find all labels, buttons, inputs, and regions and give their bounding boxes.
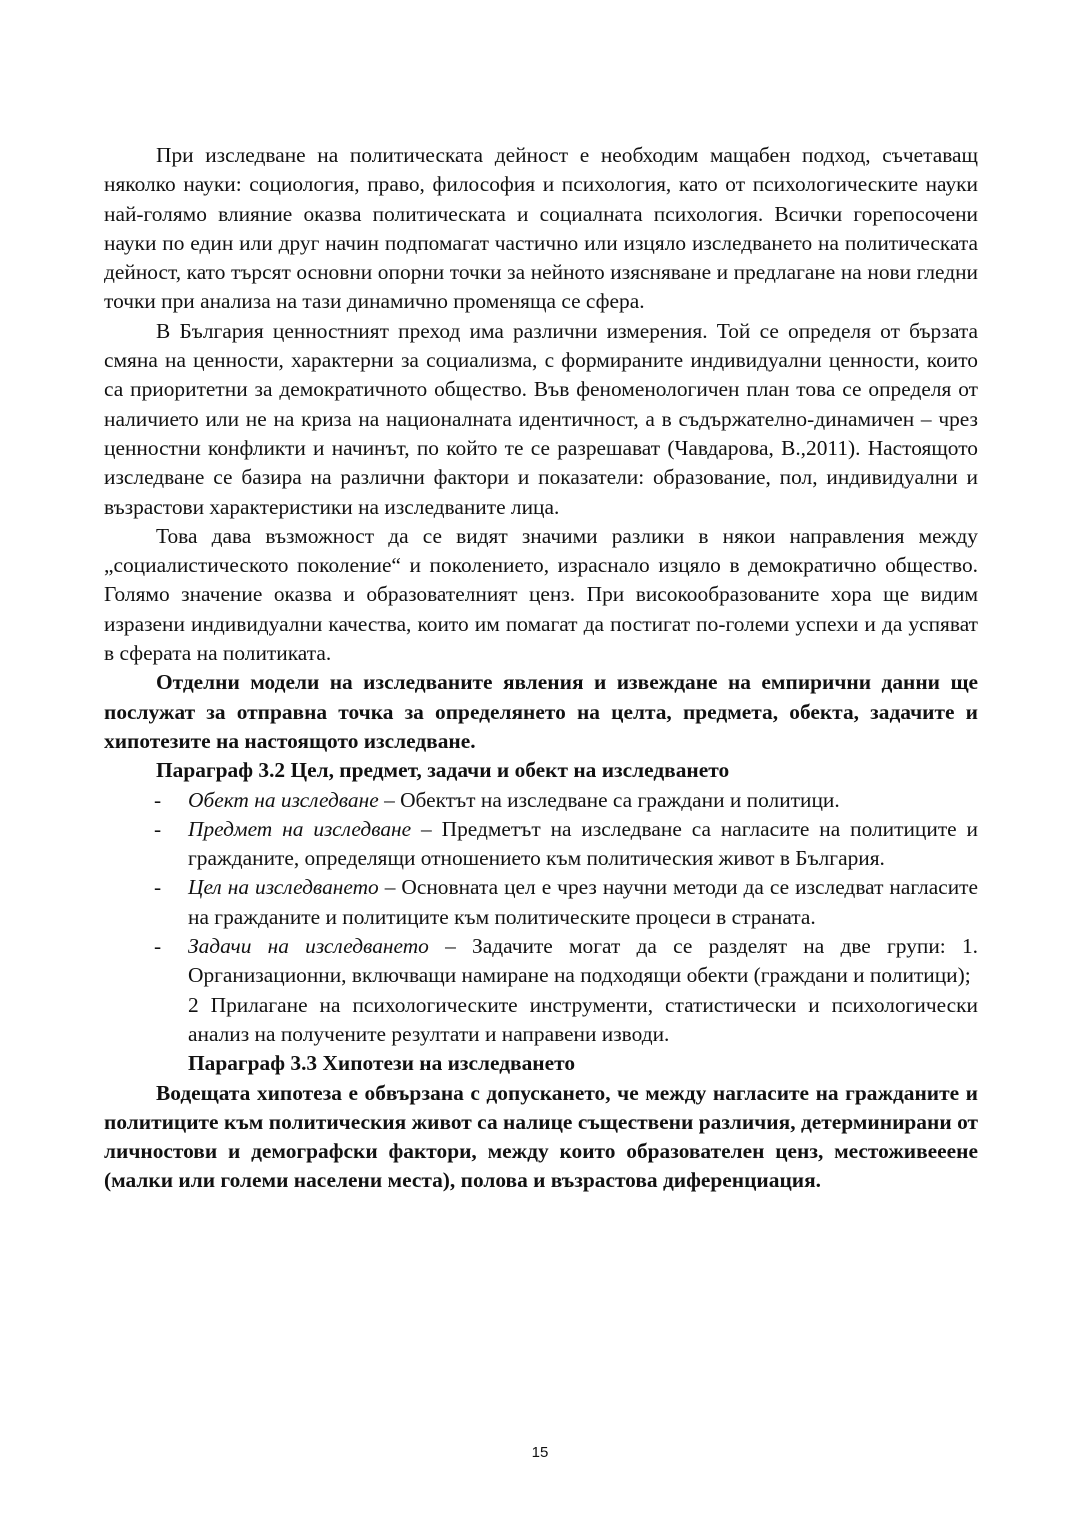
paragraph-models-bold: Отделни модели на изследваните явления и извеждане на емпирични данни ще послужат за отправна точка за определянето на целта, предмета, обекта, задачите и хипотезите на настоящото изследване. bbox=[104, 670, 978, 753]
paragraph-bulgaria-values: В България ценностният преход има различни измерения. Той се определя от бързата смяна на ценности, характерни за социализма, с формираните индивидуални ценности, които са приоритетни за демократичното общество. Във феноменологичен план това се определя от наличието или не на криза на националната идентичност, а в съдържателно-динамичен – чрез ценностни конфликти и начинът, по който те се разрешават (Чавдарова, В.,2011). Настоящото изследване се базира на различни фактори и показатели: образование, пол, индивидуални и възрастови характеристики на изследваните лица. bbox=[104, 318, 978, 519]
list-dash: - bbox=[154, 787, 162, 812]
list-text: – Обектът на изследване са граждани и политици. bbox=[378, 787, 840, 812]
paragraph-hypothesis-bold: Водещата хипотеза е обвързана с допускането, че между нагласите на гражданите и политиците към политическия живот са налице съществени различия, детерминирани от личностови и демографски фактори, между които образователен ценз, местоживееене (малки или големи населени места), полова и възрастова диференциация. bbox=[104, 1080, 978, 1193]
list-term: Цел на изследването bbox=[188, 875, 379, 900]
list-text: – Задачите могат да се разделят на две групи: 1. Организационни, включващи намиране на подходящи обекти (граждани и политици); bbox=[188, 934, 979, 988]
list-item-subject bbox=[104, 815, 978, 874]
list-dash: - bbox=[154, 875, 162, 900]
list-dash: - bbox=[154, 816, 162, 841]
list-term: Предмет на изследване bbox=[188, 816, 412, 841]
list-item-tasks bbox=[104, 932, 978, 991]
paragraph-intro: При изследване на политическата дейност е необходим мащабен подход, съчетаващ няколко науки: социология, право, философия и психология, като от психологическите науки най-голямо влияние оказва политическата и социалната психология. Всички горепосочени науки по един или друг начин подпомагат частично или изцяло изследването на политическата дейност, като търсят основни опорни точки за нейното изясняване и предлагане на нови гледни точки при анализа на тази динамично променяща се сфера. bbox=[104, 143, 978, 314]
list-item-goal bbox=[104, 873, 978, 932]
paragraph-differences: Това дава възможност да се видят значими разлики в някои направления между „социалистическото поколение“ и поколението, израснало изцяло в демократично общество. Голямо значение оказва и образователният ценз. При високообразованите хора ще видим изразени индивидуални качества, които им помагат да постигат по-големи успехи и да успяват в сферата на политиката. bbox=[104, 523, 978, 666]
tasks-continuation: 2 Прилагане на психологическите инструменти, статистически и психологически анализ на получените резултати и направени изводи. bbox=[188, 992, 978, 1046]
list-text: – Основната цел е чрез научни методи да се изследват нагласите на гражданите и политиците към политическите процеси в страната. bbox=[188, 875, 978, 929]
list-term: Обект на изследване bbox=[188, 787, 379, 812]
list-term: Задачи на изследването bbox=[188, 934, 429, 959]
page-number: 15 bbox=[531, 1444, 549, 1461]
list-dash: - bbox=[154, 934, 162, 959]
list-text: – Предметът на изследване са нагласите на политиците и гражданите, определящи отношението към политическия живот в България. bbox=[188, 816, 978, 871]
list-item-object bbox=[104, 786, 978, 815]
section-3-3-title: Параграф 3.3 Хипотези на изследването bbox=[188, 1051, 576, 1076]
section-3-2-title: Параграф 3.2 Цел, предмет, задачи и обект на изследването bbox=[156, 758, 730, 783]
document-page bbox=[104, 141, 978, 1196]
